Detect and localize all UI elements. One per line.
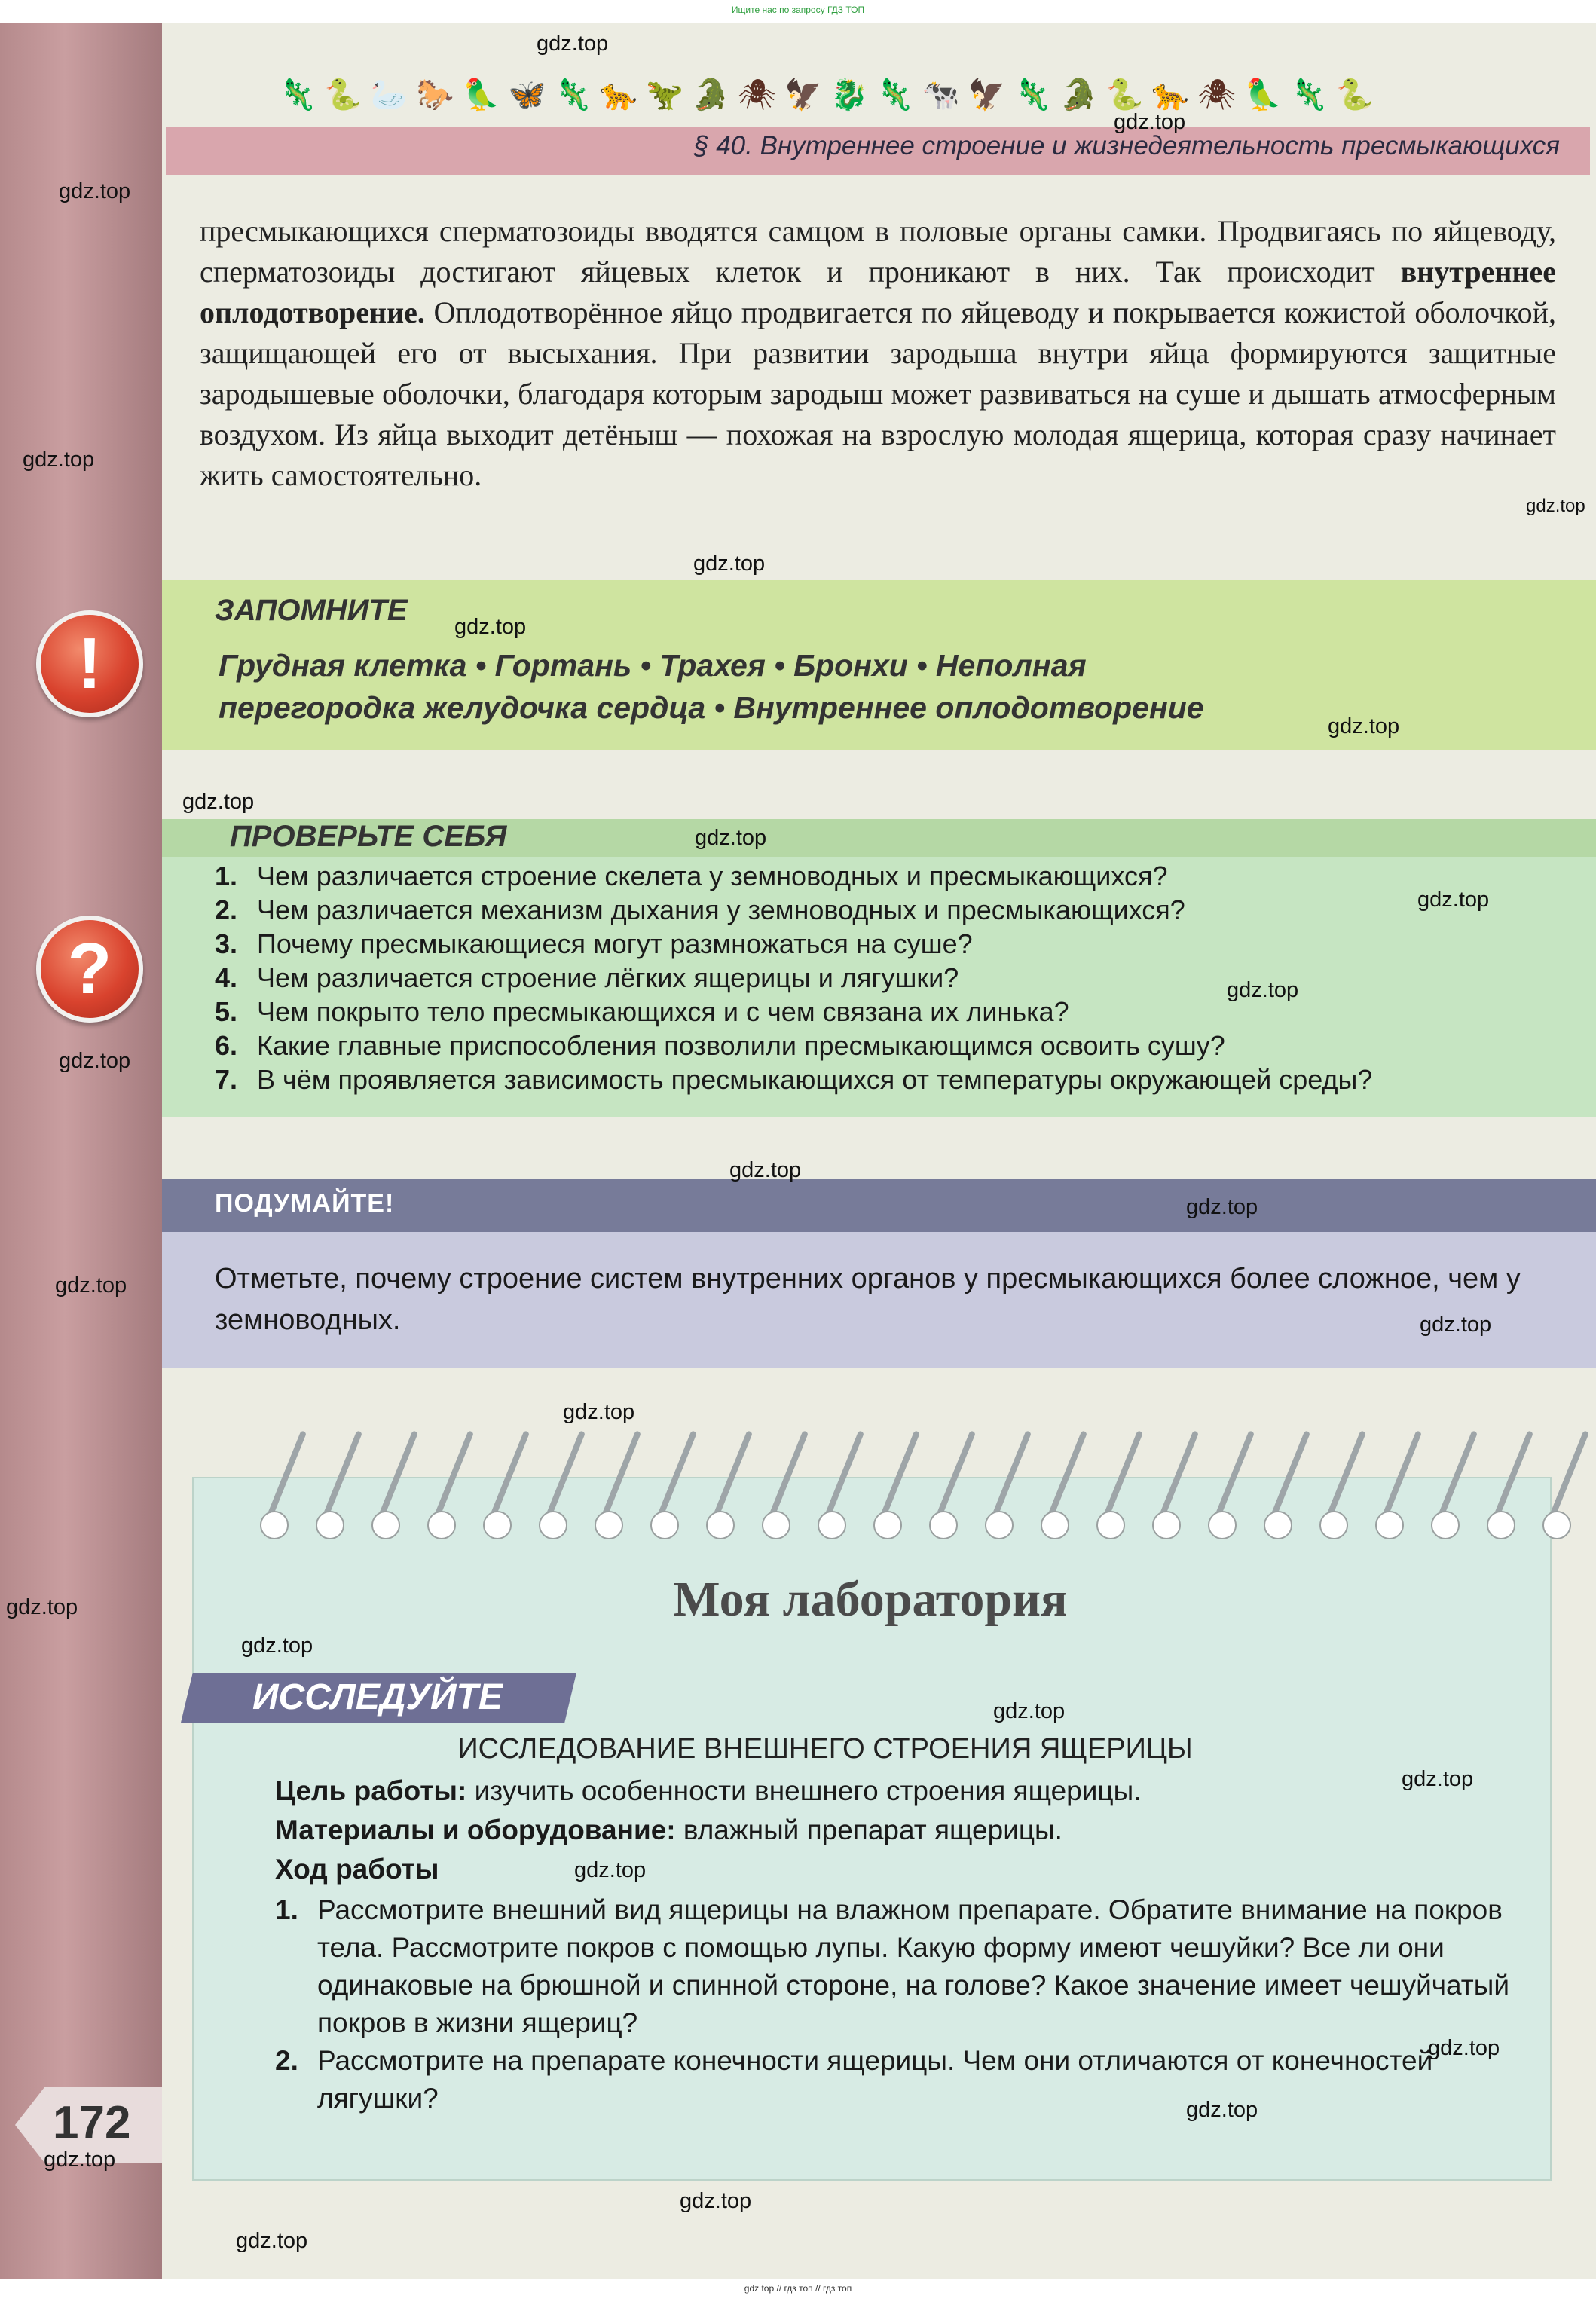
spiral-hole (1319, 1511, 1348, 1539)
list-item (215, 961, 1571, 995)
spiral-hole (985, 1511, 1014, 1539)
spiral-hole (260, 1511, 289, 1539)
question-icon: ? (36, 916, 143, 1023)
watermark: gdz.top (574, 1858, 647, 1882)
spiral-hole (539, 1511, 567, 1539)
think-text: Отметьте, почему строение систем внутренних органов у пресмыкающихся более сложное, чем у земноводных. (215, 1263, 1521, 1336)
spiral-hole (427, 1511, 456, 1539)
watermark: gdz.top (241, 1634, 313, 1658)
watermark: gdz.top (563, 1400, 635, 1424)
remember-line-1: Грудная клетка • Гортань • Трахея • Бронхи • Неполная (219, 648, 1087, 683)
lab-title: Моя лаборатория (673, 1572, 1068, 1627)
question-number: 3. (215, 928, 238, 959)
spiral-hole (929, 1511, 958, 1539)
book-spine (0, 23, 162, 2279)
lab-materials (275, 1814, 1062, 1846)
spiral-hole (1487, 1511, 1515, 1539)
question-text: В чём проявляется зависимость пресмыкающихся от температуры окружающей среды? (257, 1064, 1373, 1095)
top-link[interactable]: Ищите нас по запросу ГДЗ ТОП (731, 5, 865, 15)
remember-terms (219, 644, 1349, 729)
step-number: 1. (275, 1894, 298, 1925)
watermark: gdz.top (1328, 714, 1400, 738)
materials-label: Материалы и оборудование: (275, 1814, 676, 1845)
watermark: gdz.top (55, 1273, 127, 1298)
watermark: gdz.top (693, 552, 766, 576)
spiral-hole (371, 1511, 400, 1539)
spiral-hole (818, 1511, 846, 1539)
question-number: 5. (215, 996, 238, 1027)
watermark: gdz.top (1114, 110, 1186, 134)
goal-label: Цель работы: (275, 1775, 467, 1806)
watermark: gdz.top (680, 2189, 752, 2213)
watermark: gdz.top (6, 1595, 78, 1619)
body-paragraph (200, 211, 1556, 496)
lab-goal (275, 1775, 1142, 1807)
spiral-hole (1264, 1511, 1292, 1539)
spiral-hole (316, 1511, 344, 1539)
watermark: gdz.top (1417, 888, 1490, 912)
animal-border-ornament: 🦎 🐍 🦢 🐎 🦜 🦋 🦎 🐆 🦖 🐊 🕷 🦅 🐉 🦎 🐄 🦅 🦎 🐊 🐍 🐆 🕷 🦜 🦎 🐍 (279, 78, 1374, 112)
page-header: § 40. Внутреннее строение и жизнедеятельность пресмыкающихся (694, 131, 1560, 160)
spiral-hole (595, 1511, 623, 1539)
materials-text: влажный препарат ящерицы. (675, 1814, 1062, 1845)
list-item (215, 1029, 1571, 1062)
check-heading: ПРОВЕРЬТЕ СЕБЯ (230, 820, 507, 853)
watermark: gdz.top (1186, 2098, 1258, 2122)
procedure-steps (275, 1891, 1541, 2117)
step-number: 2. (275, 2045, 298, 2076)
watermark: gdz.top (1428, 2036, 1500, 2060)
watermark: gdz.top (236, 2229, 308, 2253)
body-text-part2: Оплодотворённое яйцо продвигается по яйцеводу и покрывается кожистой оболочкой, защищающей его от высыхания. При развитии зародыша внутри яйца формируются защитные зародышевые оболочки, благодаря которым зародыш может развиваться на суше и дышать атмосферным воздухом. Из яйца выходит детёныш — похожая на взрослую молодая ящерица, которая сразу начинает жить самостоятельно. (200, 295, 1556, 492)
remember-line-2: перегородка желудочка сердца • Внутреннее оплодотворение (219, 690, 1204, 725)
list-item (215, 893, 1571, 927)
remember-heading: ЗАПОМНИТЕ (215, 594, 408, 627)
step-text: Рассмотрите внешний вид ящерицы на влажном препарате. Обратите внимание на покров тела. Рассмотрите покров с помощью лупы. Какую форму имеют чешуйки? Все ли они одинаковые на брюшной и спинной стороне, на голове? Какое значение имеет чешуйчатый покров в жизни ящериц? (317, 1894, 1510, 2038)
list-item (215, 1062, 1571, 1096)
question-text: Чем покрыто тело пресмыкающихся и с чем связана их линька? (257, 996, 1069, 1027)
watermark: gdz.top (1420, 1313, 1492, 1337)
procedure-label: Ход работы (275, 1854, 439, 1885)
spiral-hole (1152, 1511, 1181, 1539)
question-number: 1. (215, 861, 238, 891)
question-text: Какие главные приспособления позволили пресмыкающимся освоить сушу? (257, 1030, 1225, 1061)
watermark: gdz.top (59, 1049, 131, 1073)
spiral-hole (1096, 1511, 1125, 1539)
question-text: Чем различается строение лёгких ящерицы и лягушки? (257, 962, 959, 993)
list-item (215, 859, 1571, 893)
body-text-bold: внутреннее оплодотворение. (200, 255, 1556, 329)
spiral-hole (1431, 1511, 1460, 1539)
page-number: 172 (53, 2097, 131, 2149)
watermark: gdz.top (23, 448, 95, 472)
watermark: gdz.top (695, 826, 767, 850)
watermark: gdz.top (993, 1699, 1066, 1723)
spiral-hole (873, 1511, 902, 1539)
exclamation-icon: ! (36, 610, 143, 717)
watermark: gdz.top (1186, 1195, 1258, 1219)
watermark: gdz.top (1227, 978, 1299, 1002)
question-number: 7. (215, 1064, 238, 1095)
investigate-badge-label: ИССЛЕДУЙТЕ (252, 1677, 503, 1717)
list-item (215, 995, 1571, 1029)
question-number: 4. (215, 962, 238, 993)
question-number: 6. (215, 1030, 238, 1061)
spiral-hole (1208, 1511, 1237, 1539)
question-text: Чем различается механизм дыхания у земноводных и пресмыкающихся? (257, 894, 1185, 925)
goal-text: изучить особенности внешнего строения ящерицы. (466, 1775, 1142, 1806)
watermark: gdz.top (454, 615, 527, 639)
lab-subtitle: ИССЛЕДОВАНИЕ ВНЕШНЕГО СТРОЕНИЯ ЯЩЕРИЦЫ (457, 1733, 1193, 1765)
lab-procedure (275, 1854, 439, 1885)
watermark: gdz.top (729, 1158, 802, 1182)
list-item (215, 927, 1571, 961)
watermark: gdz.top (1526, 496, 1585, 516)
question-list (215, 859, 1571, 1096)
spiral-hole (483, 1511, 512, 1539)
list-item (275, 2042, 1541, 2117)
watermark: gdz.top (537, 32, 609, 56)
think-heading: ПОДУМАЙТЕ! (215, 1189, 395, 1218)
question-text: Почему пресмыкающиеся могут размножаться на суше? (257, 928, 973, 959)
spiral-hole (1041, 1511, 1069, 1539)
question-number: 2. (215, 894, 238, 925)
spiral-hole (650, 1511, 679, 1539)
spiral-hole (762, 1511, 790, 1539)
question-text: Чем различается строение скелета у земноводных и пресмыкающихся? (257, 861, 1168, 891)
watermark: gdz.top (182, 790, 255, 814)
spiral-hole (1375, 1511, 1404, 1539)
body-text-part1: пресмыкающихся сперматозоиды вводятся самцом в половые органы самки. Продвигаясь по яйцеводу, сперматозоиды достигают яйцевых клеток и проникают в них. Так происходит (200, 214, 1556, 289)
bottom-link[interactable]: gdz top // гдз топ // гдз топ (744, 2283, 852, 2294)
watermark: gdz.top (44, 2148, 116, 2172)
list-item (275, 1891, 1541, 2042)
step-text: Рассмотрите на препарате конечности ящерицы. Чем они отличаются от конечностей лягушки? (317, 2045, 1433, 2114)
spiral-hole (1542, 1511, 1571, 1539)
watermark: gdz.top (1402, 1767, 1474, 1791)
spiral-hole (706, 1511, 735, 1539)
watermark: gdz.top (59, 179, 131, 203)
